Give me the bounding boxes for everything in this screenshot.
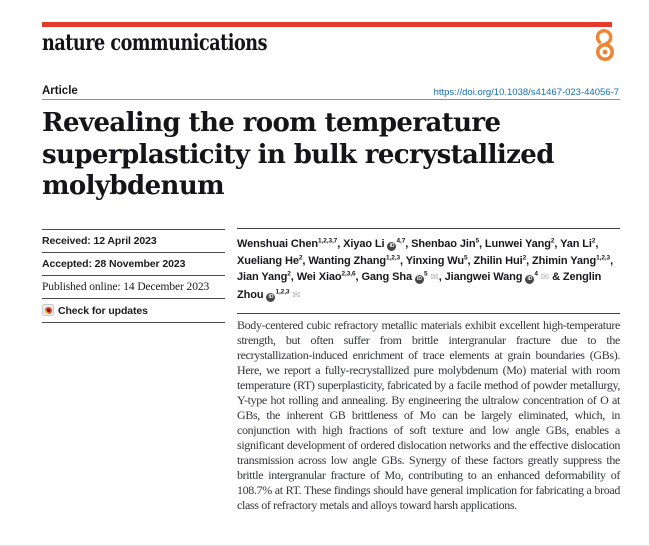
title-line-3: molybdenum bbox=[42, 171, 225, 201]
orcid-icon[interactable]: iD bbox=[415, 275, 424, 284]
email-icon[interactable]: ✉ bbox=[292, 289, 301, 301]
author: Zenglin Zhou iD$^{1,2,3}$ ✉ bbox=[237, 271, 602, 301]
orcid-icon[interactable]: iD bbox=[387, 242, 396, 251]
author: Wenshuai Chen$^{1,2,3,7}$ bbox=[237, 237, 338, 250]
author-affiliations: 1,2,3,7 bbox=[318, 237, 338, 245]
author: Gang Sha $iD^5$ ✉ bbox=[361, 270, 439, 283]
check-for-updates-label: Check for updates bbox=[58, 305, 148, 317]
orcid-icon[interactable]: iD bbox=[266, 293, 275, 302]
author: Xueliang He$^2$ bbox=[237, 253, 303, 267]
author: Wei Xiao$^{2,3,6}$ bbox=[296, 270, 356, 283]
orcid-icon[interactable]: iD bbox=[525, 275, 534, 284]
author-affiliations: 1,2,3 bbox=[596, 253, 611, 261]
divider bbox=[42, 99, 620, 100]
author: Lunwei Yang$^2$ bbox=[484, 237, 555, 250]
author-affiliations: 2 bbox=[298, 253, 303, 261]
email-icon[interactable]: ✉ bbox=[430, 272, 439, 283]
journal-logo: nature communications bbox=[42, 30, 268, 56]
doi-link[interactable]: https://doi.org/10.1038/s41467-023-44056-7 bbox=[433, 87, 619, 98]
author: Jiangwei Wang $iD^4$ ✉ bbox=[444, 270, 550, 283]
check-for-updates[interactable] bbox=[42, 298, 225, 323]
crossmark-icon bbox=[42, 304, 54, 316]
author-affiliations: 5 bbox=[464, 253, 468, 261]
author-affiliations: 2 bbox=[287, 270, 291, 278]
received-date: Received: 12 April 2023 bbox=[42, 229, 225, 252]
article-title bbox=[42, 108, 617, 203]
author: Shenbao Jin$^5$ bbox=[411, 237, 479, 250]
accepted-date: Accepted: 28 November 2023 bbox=[42, 252, 225, 275]
title-line-2: superplasticity in bulk recrystallized bbox=[42, 139, 554, 170]
article-type-label: Article bbox=[42, 85, 78, 97]
author-affiliations: 4,7 bbox=[396, 237, 406, 245]
author: Xiyao Li iD$^{4,7}$ bbox=[343, 237, 406, 250]
author: Yinxing Wu$^5$ bbox=[405, 253, 468, 267]
author-affiliations: 2 bbox=[591, 237, 596, 245]
author-affiliations: 1,2,3 bbox=[275, 287, 290, 295]
author: Zhilin Hui$^2$ bbox=[473, 253, 527, 267]
published-date: Published online: 14 December 2023 bbox=[42, 275, 225, 298]
title-line-1: Revealing the room temperature bbox=[42, 108, 501, 138]
author-affiliations: 2 bbox=[550, 237, 555, 245]
abstract-text: Body-centered cubic refractory metallic materials exhibit excellent high-temperature strength, but often suffer from brittle intergranular fracture due to the recrystallization-induced enrichment of trace elements at grain boundaries (GBs). Here, we report a fully-recrystallized pure molybdenum (Mo) material with room temperature (RT) superplasticity, fabricated by a facile method of powder metallurgy, Y-type hot rolling and annealing. By engineering the ultralow concentration of O at GBs, the inherent GB brittleness of Mo can be largely eliminated, which, in conjunction with high fractions of soft texture and low angle GBs, enables a significant development of ordered dislocation networks and the effective dislocation transmission across low angle GBs. Synergy of these factors greatly suppress the brittle intergranular fracture of Mo, contributing to an enhanced deformability of 108.7% at RT. These findings should have general implication for fabricating a broad class of refractory metals and alloys toward harsh applications. bbox=[237, 318, 620, 512]
author: Jian Yang$^2$ bbox=[237, 270, 291, 283]
author-affiliations: 5 bbox=[423, 270, 428, 278]
author-affiliations: 4 bbox=[534, 270, 538, 278]
author-list: Wenshuai Chen$^{1,2,3,7}$, Xiyao Li iD$^{4,7}$, Shenbao Jin$^5$, Lunwei Yang$^2$, Yan Li$^2$, Xueliang He$^2$, Wanting Zhang$^{1,2,3}$, Yinxing Wu$^5$, Zhilin Hui$^2$, Zhimin Yang$^{1,2,3}$, Jian Yang$^2$, Wei Xiao$^{2,3,6}$, Gang Sha $iD^5$ ✉, Jiangwei Wang $iD^4$ ✉ & Zenglin Zhou iD$^{1,2,3}$ ✉ bbox=[237, 228, 620, 314]
author-affiliations: 1,2,3 bbox=[386, 253, 401, 261]
author: Wanting Zhang$^{1,2,3}$ bbox=[308, 253, 401, 267]
article-history bbox=[42, 229, 225, 323]
brand-red-bar bbox=[42, 22, 612, 27]
author-affiliations: 2,3,6 bbox=[341, 270, 356, 278]
open-access-icon[interactable] bbox=[592, 29, 618, 62]
author-affiliations: 2 bbox=[522, 253, 527, 261]
email-icon[interactable]: ✉ bbox=[540, 272, 550, 283]
author: Yan Li$^2$ bbox=[560, 237, 596, 250]
author: Zhimin Yang$^{1,2,3}$ bbox=[532, 253, 611, 267]
author-affiliations: 5 bbox=[475, 237, 479, 245]
